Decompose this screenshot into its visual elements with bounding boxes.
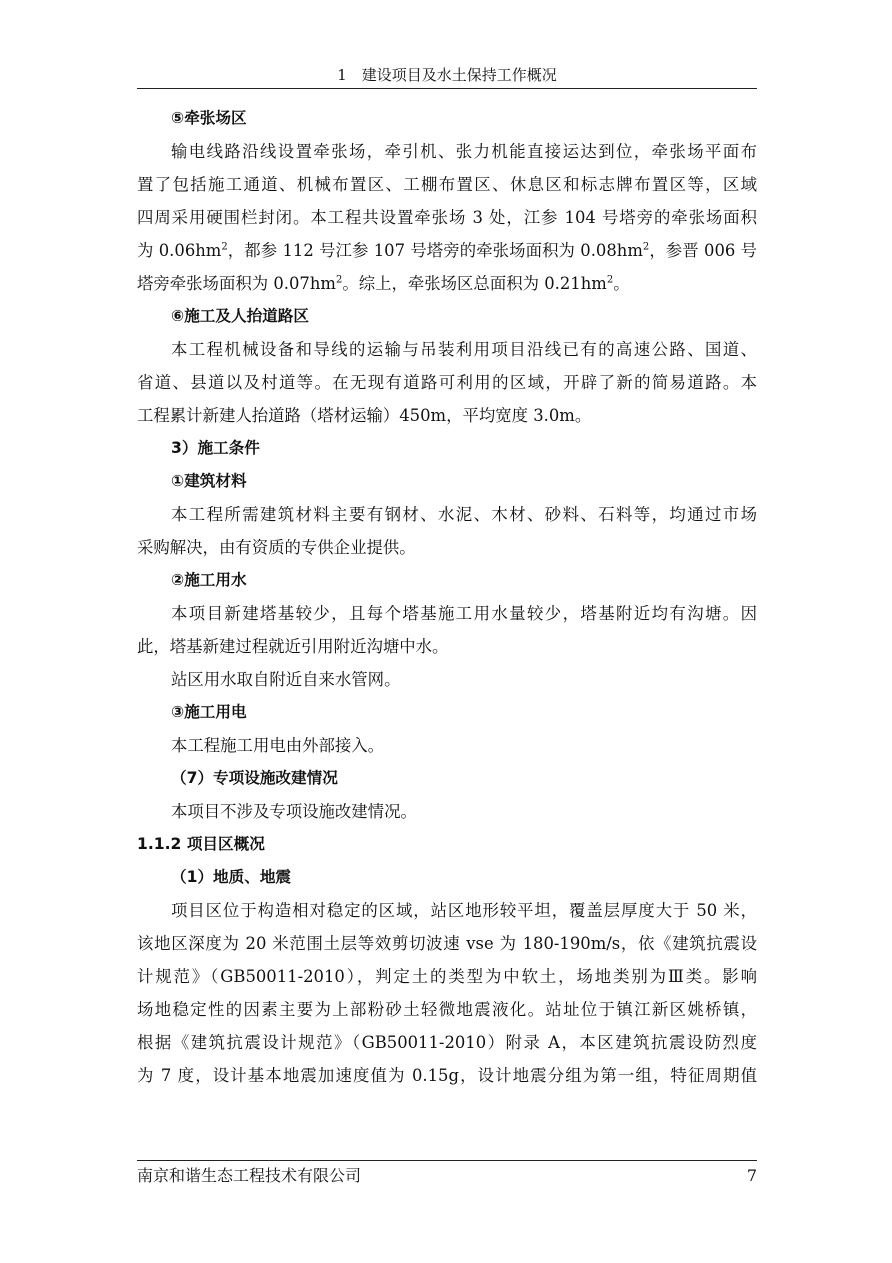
paragraph-line: 工程累计新建人抬道路（塔材运输）450m，平均宽度 3.0m。 [137, 406, 592, 425]
paragraph-line: 根据《建筑抗震设计规范》（GB50011-2010）附录 A，本区建筑抗震设防烈度 [137, 1033, 757, 1052]
paragraph-line: 本工程施工用电由外部接入。 [171, 736, 385, 755]
page-footer [137, 1162, 757, 1190]
paragraph-line: 本项目不涉及专项设施改建情况。 [171, 802, 417, 821]
footer-company: 南京和谐生态工程技术有限公司 [137, 1166, 362, 1185]
paragraph-line: 该地区深度为 20 米范围土层等效剪切波速 vse 为 180-190m/s，依《建筑抗震设 [137, 934, 757, 953]
paragraph-line-with-units [137, 267, 757, 300]
header-divider [137, 88, 757, 89]
section-heading-road-area: ⑥施工及人抬道路区 [171, 307, 309, 325]
paragraph-line: 四周采用硬围栏封闭。本工程共设置牵张场 3 处，江参 104 号塔旁的牵张场面积 [137, 208, 757, 227]
superscript: 2 [335, 274, 343, 286]
superscript: 2 [606, 274, 614, 286]
text-run: ，参晋 006 号 [649, 241, 757, 260]
paragraph-line: 输电线路沿线设置牵张场，牵引机、张力机能直接运达到位，牵张场平面布 [171, 142, 757, 161]
text-run: 。综上，牵张场区总面积为 0.21hm [342, 274, 607, 293]
paragraph-line: 本工程机械设备和导线的运输与吊装利用项目沿线已有的高速公路、国道、 [171, 340, 757, 359]
section-heading-water: ②施工用水 [171, 571, 247, 589]
text-run: 为 0.06hm [137, 241, 222, 260]
text-run: 塔旁牵张场面积为 0.07hm [137, 274, 336, 293]
running-header: 1 建设项目及水土保持工作概况 [337, 66, 557, 84]
paragraph-line: 本项目新建塔基较少，且每个塔基施工用水量较少，塔基附近均有沟塘。因 [171, 604, 757, 623]
section-heading-construction-conditions: 3）施工条件 [171, 439, 260, 457]
paragraph-line: 省道、县道以及村道等。在无现有道路可利用的区域，开辟了新的简易道路。本 [137, 373, 757, 392]
footer-divider [137, 1160, 757, 1161]
section-heading-geology: （1）地质、地震 [171, 868, 292, 886]
superscript: 2 [221, 241, 228, 253]
paragraph-line: 此，塔基新建过程就近引用附近沟塘中水。 [137, 637, 449, 656]
section-heading-materials: ①建筑材料 [171, 472, 247, 490]
section-heading-electricity: ③施工用电 [171, 703, 247, 721]
page-number: 7 [746, 1166, 757, 1185]
document-body [137, 102, 757, 1092]
paragraph-line: 项目区位于构造相对稳定的区域，站区地形较平坦，覆盖层厚度大于 50 米， [171, 901, 757, 920]
paragraph-line: 站区用水取自附近自来水管网。 [171, 670, 401, 689]
paragraph-line: 置了包括施工通道、机械布置区、工棚布置区、休息区和标志牌布置区等，区域 [137, 175, 757, 194]
paragraph-line-with-units [137, 234, 757, 267]
paragraph-line: 计规范》（GB50011-2010），判定土的类型为中软土，场地类别为Ⅲ类。影响 [137, 967, 757, 986]
paragraph-line: 为 7 度，设计基本地震加速度值为 0.15g，设计地震分组为第一组，特征周期值 [137, 1066, 757, 1085]
paragraph-line: 采购解决，由有资质的专供企业提供。 [137, 538, 416, 557]
section-heading-project-area: 1.1.2 项目区概况 [137, 835, 265, 853]
section-heading-special-facilities: （7）专项设施改建情况 [171, 769, 338, 787]
paragraph-line: 本工程所需建筑材料主要有钢材、水泥、木材、砂料、石料等，均通过市场 [171, 505, 757, 524]
text-run: 。 [613, 274, 630, 293]
section-heading-tension-field: ⑤牵张场区 [171, 109, 247, 127]
superscript: 2 [642, 241, 650, 253]
paragraph-line: 场地稳定性的因素主要为上部粉砂土轻微地震液化。站址位于镇江新区姚桥镇， [137, 1000, 757, 1019]
text-run: ，都参 112 号江参 107 号塔旁的牵张场面积为 0.08hm [227, 241, 643, 260]
